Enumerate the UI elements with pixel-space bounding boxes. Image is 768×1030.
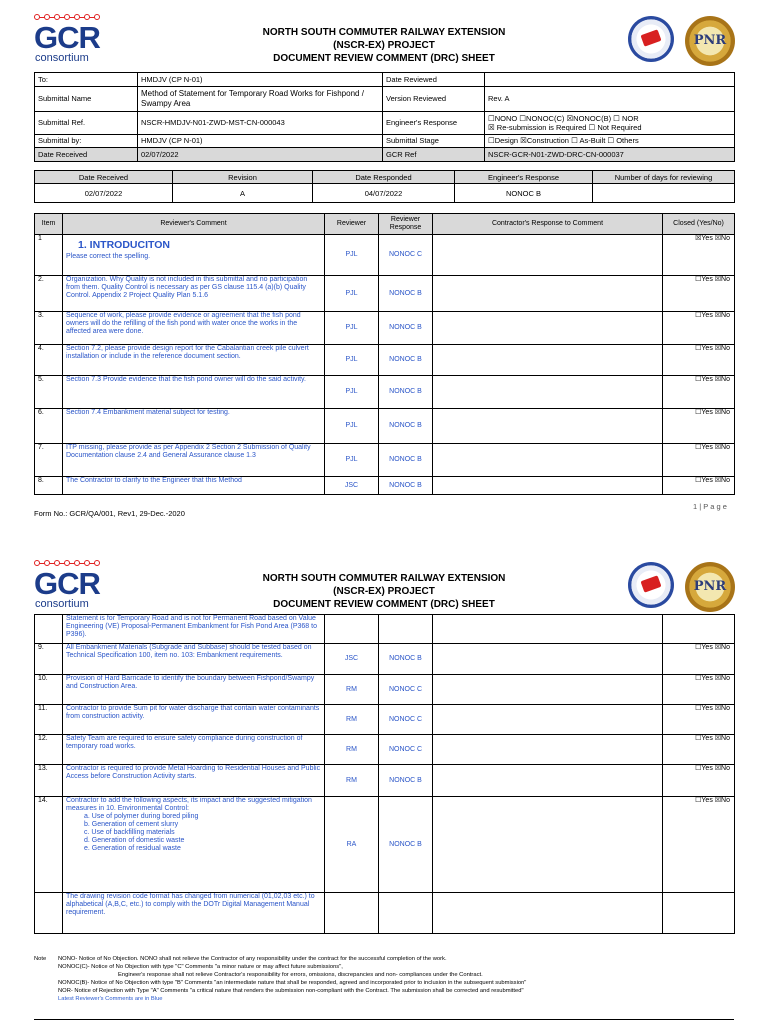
date-received-value: 02/07/2022	[138, 148, 383, 162]
page2-header	[0, 556, 768, 618]
notes-label: Note	[34, 956, 47, 962]
mitigation-list	[66, 813, 321, 853]
page1-header	[0, 0, 768, 70]
table-row: 2. Organization. Why Quality is not included in this submittal and no participation from them. Quality Control is necessary as per GS clause 115.4 (a)(b) Quality Control. Appendix 2 Project Quality Plan 5.1.6 PJL NONOC B ☐Yes ☒No	[35, 276, 735, 312]
col-closed: Closed (Yes/No)	[663, 214, 735, 235]
list-item: d. Generation of domestic waste	[84, 837, 185, 844]
pnr-seal-icon: PNR	[685, 562, 735, 612]
table-row: 10. Provision of Hard Barricade to identify the boundary between Fishpond/Swampy and Construction Area. RM NONOC C ☐Yes ☒No	[35, 675, 735, 705]
col-contractor: Contractor's Response to Comment	[433, 214, 663, 235]
list-item: a. Use of polymer during bored piling	[84, 813, 199, 820]
submitted-by-label: Submittal by:	[35, 134, 138, 148]
note-nonoc-c-detail: Engineer's response shall not relieve Contractor's responsibility for errors, omissions, discrepancies and non- compliances under the Contract.	[118, 972, 483, 978]
logo-subtext: consortium	[35, 52, 89, 64]
note-nor: NOR- Notice of Rejection with Type "A" Comments "a critical nature that renders the submission non-compliant with the Contract. The submission shall be corrected and resubmitted"	[58, 988, 524, 994]
comments-table-page1	[34, 213, 735, 495]
review-summary-table	[34, 170, 735, 203]
summary-engineer-response: NONOC B	[455, 184, 593, 203]
table-row: 11. Contractor to provide Sum pit for water discharge that contain water contaminants from construction activity. RM NONOC C ☐Yes ☒No	[35, 705, 735, 735]
engineer-response-value: ☐NONO ☐NONOC(C) ☒NONOC(B) ☐ NOR ☒ Re-submission is Required ☐ Not Required	[485, 111, 735, 134]
submitted-by-value: HMDJV (CP N-01)	[138, 134, 383, 148]
date-reviewed-label: Date Reviewed	[383, 73, 485, 87]
submittal-info-table	[34, 72, 735, 162]
table-row: 1 1. INTRODUCITON Please correct the spelling. PJL NONOC C ☒Yes ☒No	[35, 235, 735, 276]
list-item: e. Generation of residual waste	[84, 845, 181, 852]
col-comment: Reviewer's Comment	[63, 214, 325, 235]
submittal-name-value: Method of Statement for Temporary Road Works for Fishpond / Swampy Area	[138, 86, 383, 111]
summary-header: Revision	[173, 171, 313, 184]
summary-header: Date Received	[35, 171, 173, 184]
submittal-name-label: Submittal Name	[35, 86, 138, 111]
table-row: 13. Contractor is required to provide Metal Hoarding to Residential Houses and Public Access before Construction Activity starts. RM NONOC B ☐Yes ☒No	[35, 765, 735, 797]
gcr-ref-label: GCR Ref	[383, 148, 485, 162]
table-row: 5. Section 7.3 Provide evidence that the fish pond owner will do the said activity. PJL NONOC B ☐Yes ☒No	[35, 376, 735, 409]
to-label: To:	[35, 73, 138, 87]
table-row: 3. Sequence of work, please provide evidence or agreement that the fish pond owners will do the refilling of the fish pond with water once the works in the affected area were done. PJL NONOC B ☐Yes ☒No	[35, 312, 735, 345]
gcr-ref-value: NSCR-GCR-N01-ZWD-DRC-CN-000037	[485, 148, 735, 162]
page-number: 1 | P a g e	[693, 502, 727, 511]
note-nono: NONO- Notice of No Objection. NONO shall not relieve the Contractor of any responsibility under the contract for the successful completion of the work.	[58, 956, 447, 962]
submittal-ref-value: NSCR-HMDJV-N01-ZWD-MST-CN-000043	[138, 111, 383, 134]
logo-text: GCR	[34, 20, 100, 55]
engineer-response-label: Engineer's Response	[383, 111, 485, 134]
logo-text: GCR	[34, 566, 100, 601]
submittal-ref-label: Submittal Ref.	[35, 111, 138, 134]
sheet-title: NORTH SOUTH COMMUTER RAILWAY EXTENSION (NSCR-EX) PROJECT DOCUMENT REVIEW COMMENT (DRC) SHEET	[262, 27, 506, 64]
submittal-stage-label: Submittal Stage	[383, 134, 485, 148]
summary-header: Number of days for reviewing	[593, 171, 735, 184]
summary-date-received: 02/07/2022	[35, 184, 173, 203]
sheet-title: NORTH SOUTH COMMUTER RAILWAY EXTENSION (NSCR-EX) PROJECT DOCUMENT REVIEW COMMENT (DRC) SHEET	[262, 573, 506, 610]
bottom-table-edge	[34, 1019, 734, 1030]
gcr-logo	[34, 560, 104, 612]
summary-header: Engineer's Response	[455, 171, 593, 184]
summary-header: Date Responded	[313, 171, 455, 184]
to-value: HMDJV (CP N-01)	[138, 73, 383, 87]
dotr-seal-icon	[628, 16, 674, 62]
version-value: Rev. A	[485, 86, 735, 111]
form-number: Form No.: GCR/QA/001, Rev1, 29-Dec.-2020	[34, 509, 185, 518]
response-notes	[34, 955, 734, 1003]
dotr-seal-icon	[628, 562, 674, 608]
table-row: The drawing revision code format has changed from numerical (01,02,03 etc.) to alphabetical (A,B,C, etc.) to comply with the DOTr Digital Management Manual requirement.	[35, 893, 735, 934]
table-row: 8. The Contractor to clarify to the Engineer that this Method JSC NONOC B ☐Yes ☒No	[35, 477, 735, 495]
version-label: Version Reviewed	[383, 86, 485, 111]
col-response: Reviewer Response	[379, 214, 433, 235]
table-row: 12. Safety Team are required to ensure safety compliance during construction of temporary road works. RM NONOC C ☐Yes ☒No	[35, 735, 735, 765]
date-received-label: Date Received	[35, 148, 138, 162]
note-nonoc-b: NONOC(B)- Notice of No Objection with type "B" Comments "an intermediate nature that shall be responded, agreed and incorporated prior to inclusion in the subsequent submission"	[58, 980, 527, 986]
summary-revision: A	[173, 184, 313, 203]
table-row: Statement is for Temporary Road and is not for Permanent Road based on Value Engineering (VE) Proposal-Permanent Embankment for Fish Pond Area (P368 to P396).	[35, 615, 735, 644]
note-nonoc-c: NONOC(C)- Notice of No Objection with type "C" Comments "a minor nature or may affect future submissions",	[58, 964, 343, 970]
table-row: 14. Contractor to add the following aspects, its impact and the suggested mitigation measures in 10. Environmental Control: a. Use of polymer during bored piling b. Generation of cement slurry c. Use of backfilling materials d. Generation of domestic waste e. Generation of residual waste RA NONOC B ☐Yes ☒No	[35, 797, 735, 893]
table-row: 6. Section 7.4 Embankment material subject for testing. PJL NONOC B ☐Yes ☒No	[35, 409, 735, 444]
note-latest: Latest Reviewer's Comments are in Blue	[58, 996, 163, 1002]
table-row: 9. All Embankment Materials (Subgrade and Subbase) should be tested based on Technical Specification 100, item no. 103: Embankment requirements. JSC NONOC B ☐Yes ☒No	[35, 644, 735, 675]
comments-table-page2	[34, 614, 735, 934]
logo-subtext: consortium	[35, 598, 89, 610]
date-reviewed-value	[485, 73, 735, 87]
pnr-seal-icon: PNR	[685, 16, 735, 66]
list-item: c. Use of backfilling materials	[84, 829, 175, 836]
col-reviewer: Reviewer	[325, 214, 379, 235]
col-item: Item	[35, 214, 63, 235]
summary-date-responded: 04/07/2022	[313, 184, 455, 203]
list-item: b. Generation of cement slurry	[84, 821, 179, 828]
gcr-logo	[34, 14, 104, 66]
table-row: 4. Section 7.2, please provide design report for the Cabalantian creek pile culvert installation or include in the reference document section. PJL NONOC B ☐Yes ☒No	[35, 345, 735, 376]
table-row: 7. ITP missing, please provide as per Appendix 2 Section 2 Submission of Quality Documentation clause 2.4 and General Assurance clause 1.3 PJL NONOC B ☐Yes ☒No	[35, 444, 735, 477]
submittal-stage-value: ☐Design ☒Construction ☐ As-Built ☐ Others	[485, 134, 735, 148]
summary-days	[593, 184, 735, 203]
